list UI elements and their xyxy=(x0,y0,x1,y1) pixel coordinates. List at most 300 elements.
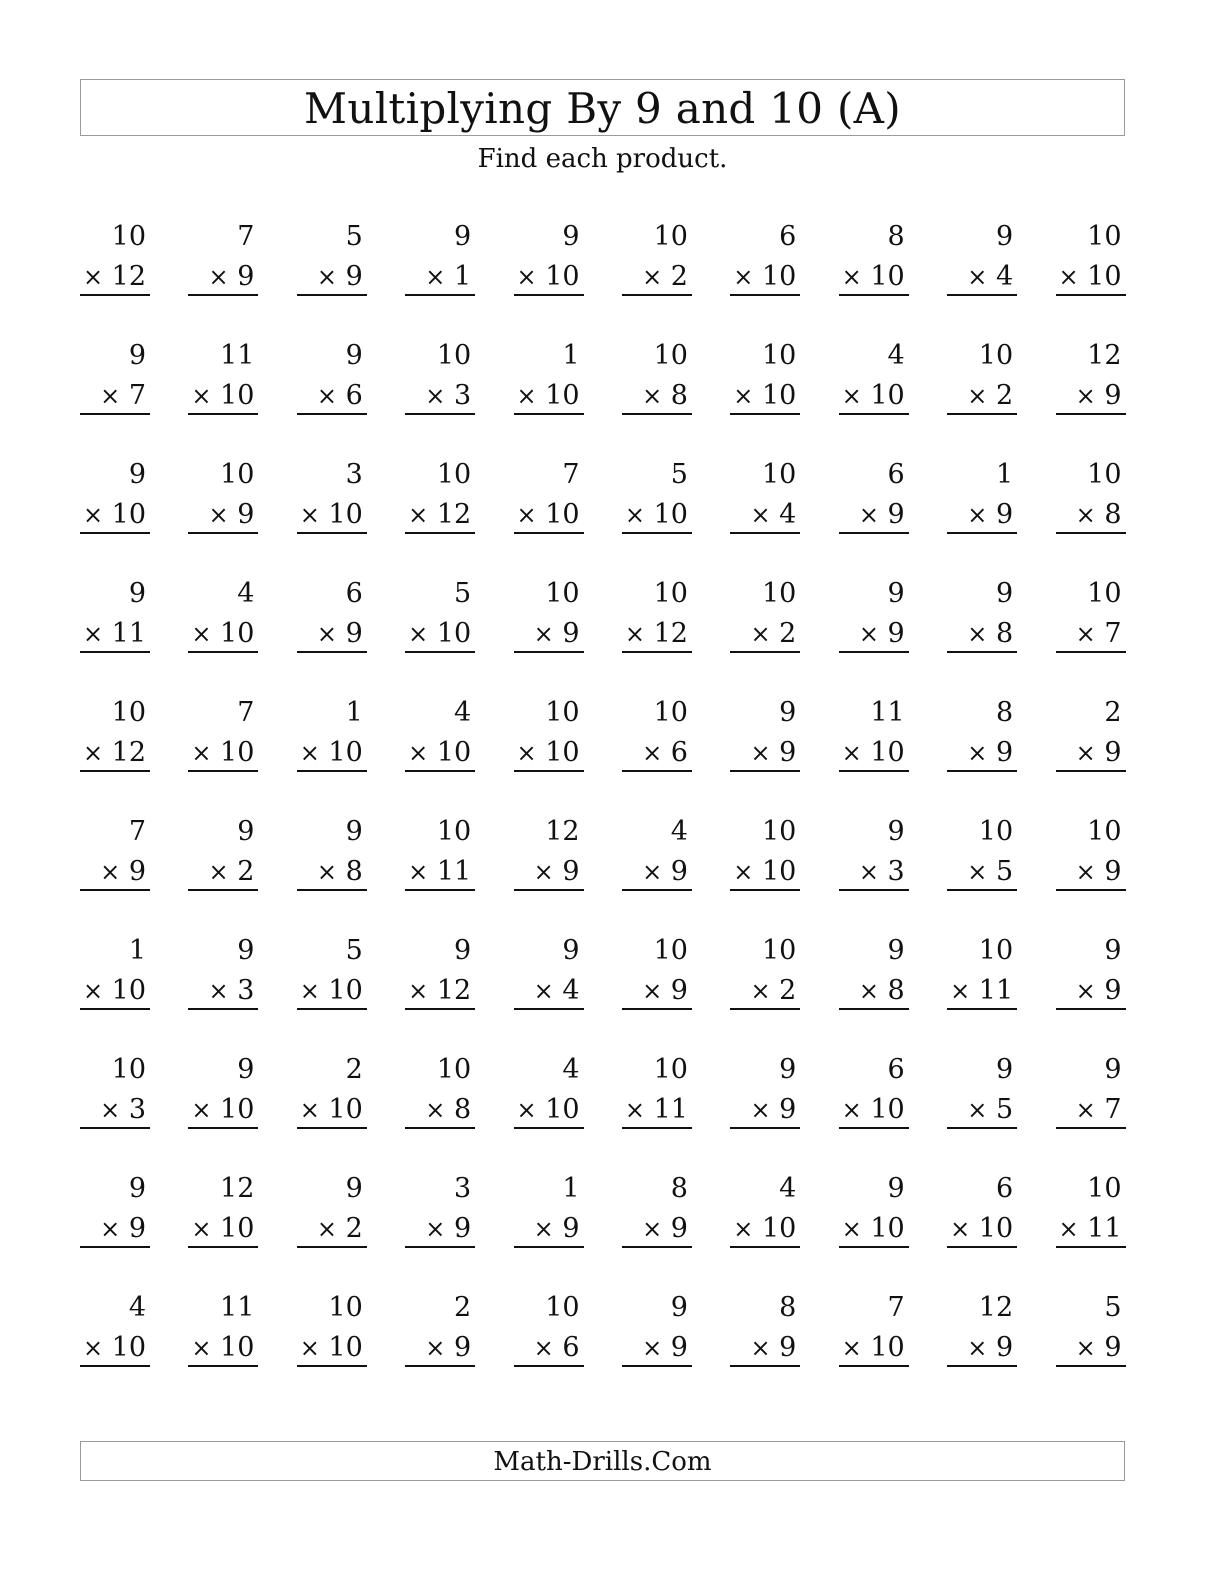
answer-line xyxy=(622,651,692,653)
problem-cell xyxy=(622,575,692,649)
times-sign: × xyxy=(516,739,537,767)
problem-cell xyxy=(405,932,475,1006)
times-sign: × xyxy=(642,739,663,767)
times-sign: × xyxy=(100,858,121,886)
multiplier: 10 xyxy=(328,1332,363,1363)
answer-line xyxy=(1056,770,1126,772)
multiplier: 10 xyxy=(111,499,146,530)
multiplier-line xyxy=(191,734,254,772)
answer-line xyxy=(622,413,692,415)
multiplier-line xyxy=(750,972,796,1010)
problem-cell xyxy=(622,337,692,411)
times-sign: × xyxy=(1075,739,1096,767)
problem-cell xyxy=(405,337,475,411)
multiplier: 10 xyxy=(1087,261,1122,292)
problem-cell xyxy=(730,1170,800,1244)
multiplier: 10 xyxy=(436,737,472,768)
multiplier-line xyxy=(1076,615,1122,653)
multiplier-line xyxy=(100,853,146,891)
problem-cell xyxy=(947,1170,1017,1244)
answer-line xyxy=(1056,532,1126,534)
answer-line xyxy=(514,1246,584,1248)
answer-line xyxy=(622,1246,692,1248)
multiplicand: 9 xyxy=(345,340,363,371)
multiplier: 9 xyxy=(237,261,255,292)
times-sign: × xyxy=(1075,858,1096,886)
answer-line xyxy=(188,294,258,296)
answer-line xyxy=(839,1127,909,1129)
times-sign: × xyxy=(624,501,645,529)
multiplier-line xyxy=(209,496,255,534)
answer-line xyxy=(188,1008,258,1010)
multiplier-line xyxy=(967,258,1013,296)
times-sign: × xyxy=(82,501,104,529)
multiplicand: 9 xyxy=(128,1173,146,1204)
multiplier: 8 xyxy=(453,1094,472,1125)
problem-cell xyxy=(730,1051,800,1125)
times-sign: × xyxy=(425,382,446,410)
multiplier-line xyxy=(191,615,254,653)
answer-line xyxy=(730,1246,800,1248)
multiplier: 9 xyxy=(562,856,580,887)
multiplier-line xyxy=(209,853,255,891)
problem-cell xyxy=(514,694,584,768)
answer-line xyxy=(1056,651,1126,653)
problem-cell xyxy=(514,456,584,530)
multiplicand: 7 xyxy=(237,697,255,728)
times-sign: × xyxy=(299,977,320,1005)
multiplier: 2 xyxy=(345,1213,363,1244)
multiplier: 10 xyxy=(220,1094,255,1125)
answer-line xyxy=(405,889,475,891)
answer-line xyxy=(622,1365,692,1367)
answer-line xyxy=(80,413,150,415)
multiplier: 2 xyxy=(779,975,797,1006)
multiplier: 3 xyxy=(453,380,472,411)
problem-grid xyxy=(80,218,1126,1363)
multiplier: 11 xyxy=(978,975,1014,1006)
answer-line xyxy=(947,770,1017,772)
times-sign: × xyxy=(299,1334,320,1362)
multiplicand: 9 xyxy=(995,1054,1014,1085)
problem-cell xyxy=(730,932,800,1006)
problem-cell xyxy=(188,1289,258,1363)
multiplicand: 9 xyxy=(887,578,905,609)
multiplier-line xyxy=(408,972,471,1010)
multiplier-line xyxy=(425,258,471,296)
multiplier: 10 xyxy=(220,618,255,649)
multiplier: 9 xyxy=(779,1094,797,1125)
multiplier-line xyxy=(859,615,905,653)
problem-cell xyxy=(622,932,692,1006)
multiplier-line xyxy=(408,615,471,653)
multiplicand: 1 xyxy=(128,935,146,966)
answer-line xyxy=(1056,1127,1126,1129)
problem-cell xyxy=(839,218,909,292)
problem-cell xyxy=(405,456,475,530)
times-sign: × xyxy=(1075,977,1096,1005)
multiplier: 10 xyxy=(545,261,580,292)
times-sign: × xyxy=(967,501,988,529)
multiplier-line xyxy=(517,377,580,415)
answer-line xyxy=(188,1127,258,1129)
multiplicand: 10 xyxy=(220,459,255,490)
answer-line xyxy=(730,1127,800,1129)
multiplier: 9 xyxy=(670,1213,688,1244)
answer-line xyxy=(188,413,258,415)
times-sign: × xyxy=(967,263,988,291)
multiplier-line xyxy=(1076,853,1122,891)
problem-cell xyxy=(839,575,909,649)
times-sign: × xyxy=(208,263,229,291)
answer-line xyxy=(514,1008,584,1010)
answer-line xyxy=(947,1246,1017,1248)
multiplier: 10 xyxy=(328,1094,363,1125)
problem-cell xyxy=(1056,1051,1126,1125)
answer-line xyxy=(80,1365,150,1367)
answer-line xyxy=(947,889,1017,891)
times-sign: × xyxy=(1075,1096,1096,1124)
problem-cell xyxy=(1056,218,1126,292)
multiplier: 5 xyxy=(995,856,1014,887)
answer-line xyxy=(297,413,367,415)
multiplicand: 10 xyxy=(653,935,688,966)
times-sign: × xyxy=(858,858,879,886)
multiplicand: 7 xyxy=(237,221,255,252)
multiplier-line xyxy=(83,615,146,653)
times-sign: × xyxy=(191,1096,212,1124)
times-sign: × xyxy=(1075,501,1096,529)
problem-cell xyxy=(730,337,800,411)
answer-line xyxy=(839,413,909,415)
answer-line xyxy=(297,532,367,534)
multiplicand: 10 xyxy=(761,578,797,609)
answer-line xyxy=(839,294,909,296)
times-sign: × xyxy=(533,977,554,1005)
problem-cell xyxy=(80,813,150,887)
problem-cell xyxy=(1056,1170,1126,1244)
problem-cell xyxy=(514,1051,584,1125)
times-sign: × xyxy=(516,263,537,291)
problem-cell xyxy=(514,218,584,292)
answer-line xyxy=(514,532,584,534)
multiplier: 10 xyxy=(545,737,580,768)
answer-line xyxy=(297,1365,367,1367)
multiplicand: 5 xyxy=(345,221,363,252)
multiplicand: 9 xyxy=(453,935,472,966)
times-sign: × xyxy=(750,739,771,767)
problem-cell xyxy=(947,337,1017,411)
answer-line xyxy=(405,1246,475,1248)
answer-line xyxy=(405,651,475,653)
multiplicand: 10 xyxy=(761,459,797,490)
multiplier-line xyxy=(950,972,1013,1010)
multiplier: 6 xyxy=(345,380,363,411)
problem-cell xyxy=(947,932,1017,1006)
problem-cell xyxy=(405,813,475,887)
answer-line xyxy=(514,413,584,415)
problem-cell xyxy=(622,456,692,530)
problem-cell xyxy=(730,218,800,292)
multiplier-line xyxy=(1076,1329,1122,1367)
answer-line xyxy=(80,889,150,891)
multiplier-line xyxy=(300,1329,363,1367)
multiplier-line xyxy=(750,1091,796,1129)
answer-line xyxy=(188,532,258,534)
multiplier: 9 xyxy=(1104,380,1122,411)
problem-cell xyxy=(514,575,584,649)
multiplier-line xyxy=(191,1091,254,1129)
multiplicand: 10 xyxy=(111,221,146,252)
answer-line xyxy=(514,1127,584,1129)
answer-line xyxy=(297,1246,367,1248)
multiplier: 2 xyxy=(995,380,1014,411)
answer-line xyxy=(188,1365,258,1367)
footer xyxy=(80,1441,1125,1481)
multiplier-line xyxy=(842,1091,905,1129)
multiplier-line xyxy=(425,1210,471,1248)
problem-cell xyxy=(839,1170,909,1244)
multiplier-line xyxy=(408,853,471,891)
multiplier-line xyxy=(642,1210,688,1248)
times-sign: × xyxy=(208,858,229,886)
times-sign: × xyxy=(750,620,771,648)
multiplicand: 9 xyxy=(345,1173,363,1204)
multiplier: 10 xyxy=(545,1094,580,1125)
multiplier: 10 xyxy=(220,737,255,768)
problem-cell xyxy=(80,456,150,530)
multiplier: 8 xyxy=(1104,499,1122,530)
problem-cell xyxy=(188,456,258,530)
multiplier-line xyxy=(1076,496,1122,534)
answer-line xyxy=(514,1365,584,1367)
multiplicand: 9 xyxy=(995,578,1014,609)
multiplier: 9 xyxy=(779,737,797,768)
title-box xyxy=(80,79,1125,136)
multiplier: 9 xyxy=(995,1332,1014,1363)
problem-cell xyxy=(514,932,584,1006)
multiplier: 9 xyxy=(1104,737,1122,768)
times-sign: × xyxy=(858,620,879,648)
problem-cell xyxy=(188,694,258,768)
problem-cell xyxy=(80,575,150,649)
multiplicand: 10 xyxy=(545,578,580,609)
multiplier: 10 xyxy=(761,856,797,887)
page-title: Multiplying By 9 and 10 (A) xyxy=(304,84,901,133)
problem-cell xyxy=(297,337,367,411)
times-sign: × xyxy=(408,501,429,529)
times-sign: × xyxy=(191,1334,212,1362)
problem-cell xyxy=(80,218,150,292)
problem-cell xyxy=(839,1289,909,1363)
multiplicand: 10 xyxy=(978,816,1014,847)
multiplier-line xyxy=(317,1210,363,1248)
times-sign: × xyxy=(967,1334,988,1362)
problem-cell xyxy=(297,456,367,530)
answer-line xyxy=(839,1365,909,1367)
problem-cell xyxy=(622,1170,692,1244)
multiplicand: 10 xyxy=(545,1292,580,1323)
multiplier-line xyxy=(300,734,363,772)
times-sign: × xyxy=(642,858,663,886)
multiplier-line xyxy=(859,496,905,534)
answer-line xyxy=(730,889,800,891)
times-sign: × xyxy=(408,977,429,1005)
multiplier: 9 xyxy=(345,618,363,649)
problem-cell xyxy=(730,575,800,649)
multiplicand: 8 xyxy=(779,1292,797,1323)
times-sign: × xyxy=(533,1334,554,1362)
problem-cell xyxy=(947,1289,1017,1363)
multiplier-line xyxy=(625,615,688,653)
times-sign: × xyxy=(191,382,212,410)
problem-cell xyxy=(80,932,150,1006)
multiplicand: 5 xyxy=(453,578,472,609)
answer-line xyxy=(80,1246,150,1248)
problem-cell xyxy=(622,813,692,887)
multiplicand: 4 xyxy=(670,816,688,847)
multiplicand: 6 xyxy=(887,459,905,490)
problem-cell xyxy=(1056,337,1126,411)
answer-line xyxy=(622,889,692,891)
answer-line xyxy=(730,294,800,296)
multiplicand: 8 xyxy=(995,697,1014,728)
problem-cell xyxy=(188,337,258,411)
multiplier: 10 xyxy=(870,1332,905,1363)
times-sign: × xyxy=(208,501,229,529)
multiplicand: 9 xyxy=(995,221,1014,252)
multiplier: 10 xyxy=(870,1213,905,1244)
times-sign: × xyxy=(425,263,446,291)
multiplier-line xyxy=(967,853,1013,891)
times-sign: × xyxy=(624,620,645,648)
multiplicand: 12 xyxy=(1087,340,1122,371)
problem-cell xyxy=(1056,932,1126,1006)
multiplier-line xyxy=(842,258,905,296)
multiplier: 9 xyxy=(670,975,688,1006)
problem-cell xyxy=(297,813,367,887)
multiplier: 9 xyxy=(1104,1332,1122,1363)
problem-cell xyxy=(514,1170,584,1244)
multiplier-line xyxy=(642,258,688,296)
multiplier-line xyxy=(83,258,146,296)
problem-cell xyxy=(297,1170,367,1244)
times-sign: × xyxy=(516,501,537,529)
problem-cell xyxy=(405,1170,475,1244)
multiplier-line xyxy=(967,1091,1013,1129)
multiplier-line xyxy=(950,1210,1013,1248)
times-sign: × xyxy=(82,263,104,291)
multiplier: 10 xyxy=(761,380,797,411)
multiplier: 7 xyxy=(1104,618,1122,649)
multiplicand: 10 xyxy=(761,816,797,847)
multiplier-line xyxy=(967,734,1013,772)
problem-cell xyxy=(730,813,800,887)
multiplicand: 2 xyxy=(453,1292,472,1323)
multiplier: 2 xyxy=(779,618,797,649)
multiplier: 9 xyxy=(128,1213,146,1244)
answer-line xyxy=(514,651,584,653)
footer-text: Math-Drills.Com xyxy=(493,1447,712,1477)
multiplier: 10 xyxy=(436,618,472,649)
multiplier: 9 xyxy=(670,1332,688,1363)
times-sign: × xyxy=(750,501,771,529)
answer-line xyxy=(80,1127,150,1129)
multiplier-line xyxy=(100,1091,146,1129)
multiplier-line xyxy=(408,734,471,772)
multiplier-line xyxy=(317,615,363,653)
times-sign: × xyxy=(408,858,429,886)
multiplicand: 5 xyxy=(670,459,688,490)
multiplier: 10 xyxy=(978,1213,1014,1244)
answer-line xyxy=(839,770,909,772)
times-sign: × xyxy=(191,1215,212,1243)
times-sign: × xyxy=(516,382,537,410)
multiplier-line xyxy=(534,972,580,1010)
multiplier-line xyxy=(517,258,580,296)
multiplier: 9 xyxy=(128,856,146,887)
multiplicand: 10 xyxy=(978,935,1014,966)
multiplier-line xyxy=(317,853,363,891)
multiplier: 4 xyxy=(779,499,797,530)
multiplier: 10 xyxy=(328,975,363,1006)
times-sign: × xyxy=(82,620,104,648)
multiplier-line xyxy=(300,496,363,534)
multiplier: 9 xyxy=(779,1332,797,1363)
answer-line xyxy=(188,889,258,891)
multiplier: 5 xyxy=(995,1094,1014,1125)
answer-line xyxy=(80,1008,150,1010)
problem-cell xyxy=(947,1051,1017,1125)
multiplier-line xyxy=(967,615,1013,653)
answer-line xyxy=(188,651,258,653)
answer-line xyxy=(730,1008,800,1010)
multiplier: 8 xyxy=(887,975,905,1006)
multiplier-line xyxy=(1058,1210,1121,1248)
multiplicand: 9 xyxy=(562,221,580,252)
multiplier: 12 xyxy=(111,261,146,292)
multiplier: 11 xyxy=(1087,1213,1122,1244)
multiplicand: 10 xyxy=(436,340,472,371)
problem-cell xyxy=(839,694,909,768)
problem-cell xyxy=(839,1051,909,1125)
times-sign: × xyxy=(82,739,104,767)
answer-line xyxy=(80,294,150,296)
multiplier-line xyxy=(534,853,580,891)
times-sign: × xyxy=(1075,620,1096,648)
problem-cell xyxy=(405,1289,475,1363)
problem-cell xyxy=(405,1051,475,1125)
times-sign: × xyxy=(841,263,862,291)
answer-line xyxy=(1056,413,1126,415)
times-sign: × xyxy=(316,382,337,410)
answer-line xyxy=(405,532,475,534)
multiplier-line xyxy=(1076,972,1122,1010)
times-sign: × xyxy=(733,263,754,291)
multiplier-line xyxy=(967,496,1013,534)
times-sign: × xyxy=(82,977,104,1005)
multiplier-line xyxy=(191,377,254,415)
times-sign: × xyxy=(624,1096,645,1124)
answer-line xyxy=(188,1246,258,1248)
answer-line xyxy=(839,1246,909,1248)
multiplier: 9 xyxy=(562,618,580,649)
times-sign: × xyxy=(750,977,771,1005)
multiplier-line xyxy=(733,258,796,296)
times-sign: × xyxy=(100,382,121,410)
multiplier: 9 xyxy=(453,1332,472,1363)
answer-line xyxy=(839,889,909,891)
